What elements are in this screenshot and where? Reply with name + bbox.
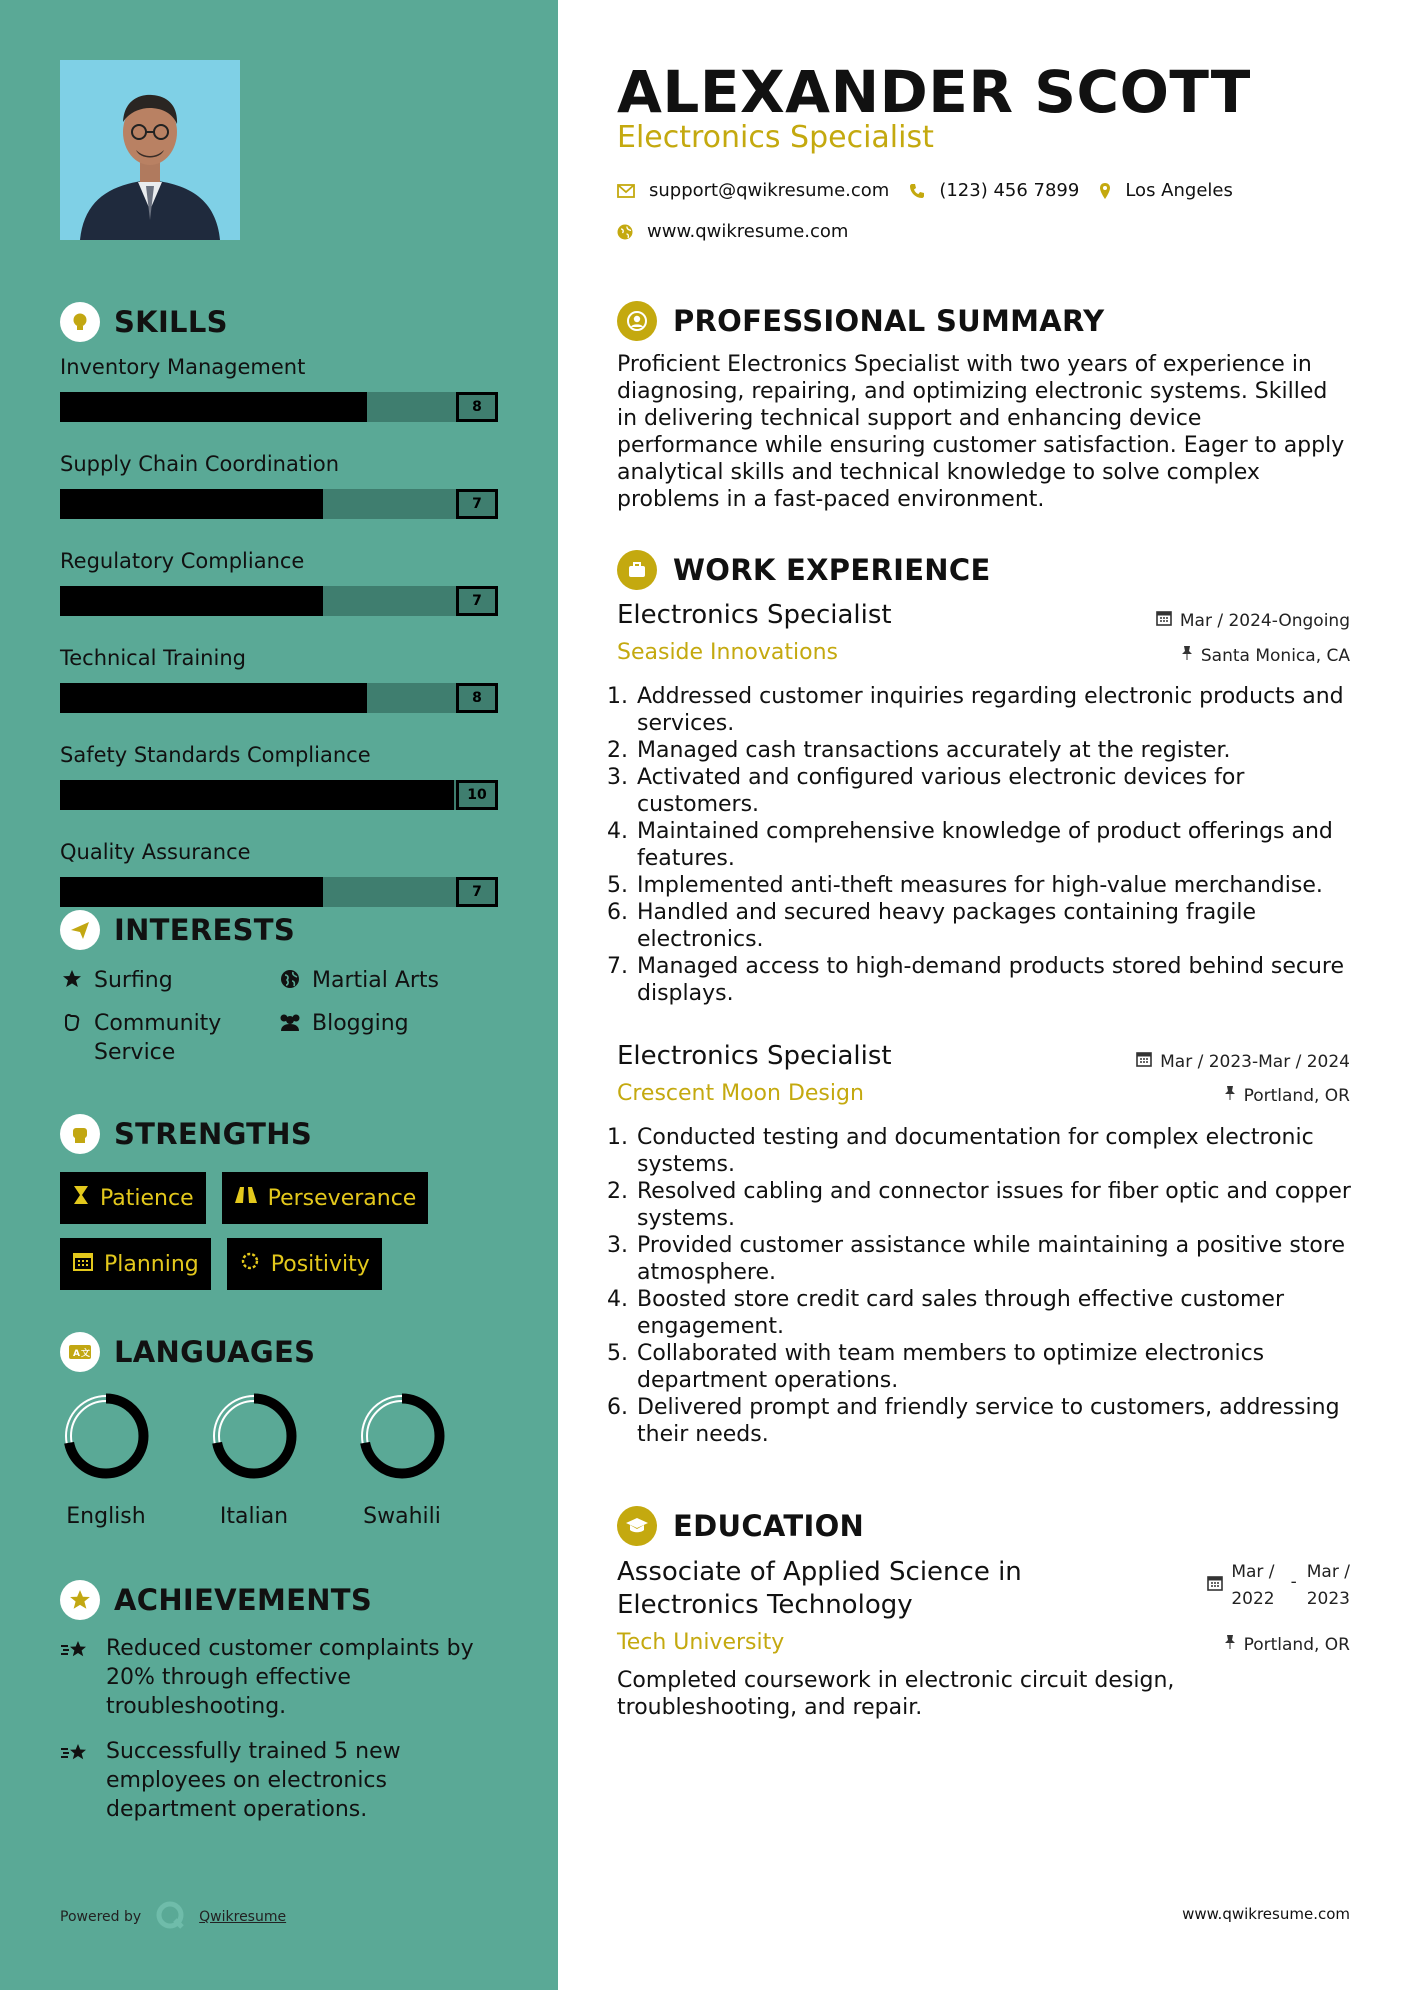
language-name: English bbox=[66, 1504, 146, 1529]
skill-name: Safety Standards Compliance bbox=[60, 743, 371, 767]
strength-label: Patience bbox=[100, 1185, 194, 1211]
phone-icon bbox=[909, 183, 925, 199]
degree-line: Electronics Technology bbox=[617, 1590, 913, 1620]
strength-tag bbox=[222, 1172, 429, 1224]
languages-heading bbox=[60, 1332, 500, 1372]
sidebar bbox=[0, 0, 558, 1990]
briefcase-icon bbox=[617, 550, 657, 590]
duty-item: 6. Handled and secured heavy packages containing fragile electronics. bbox=[635, 899, 1352, 953]
strength-label: Positivity bbox=[270, 1251, 370, 1277]
achievement-item bbox=[60, 1634, 500, 1721]
contact-email[interactable]: support@qwikresume.com bbox=[649, 180, 890, 201]
job-location bbox=[1181, 645, 1350, 666]
interest-item bbox=[278, 966, 496, 995]
strengths-heading bbox=[60, 1114, 500, 1154]
achievement-text: Successfully trained 5 new employees on electronics department operations. bbox=[106, 1739, 401, 1822]
education-start bbox=[1231, 1559, 1274, 1613]
job-location-text: Santa Monica, CA bbox=[1200, 645, 1350, 666]
skill-item bbox=[60, 740, 500, 827]
job-duties bbox=[617, 1124, 1352, 1448]
skill-level: 7 bbox=[456, 877, 498, 907]
languages-list bbox=[60, 1390, 500, 1529]
duty-item: 6. Delivered prompt and friendly service to customers, addressing their needs. bbox=[635, 1394, 1352, 1448]
strengths-list bbox=[60, 1172, 480, 1290]
shooting-star-icon bbox=[60, 1737, 94, 1824]
language-name: Italian bbox=[219, 1504, 289, 1529]
skill-bar-fill bbox=[60, 586, 323, 616]
footer-url[interactable]: www.qwikresume.com bbox=[1182, 1905, 1350, 1923]
lightbulb-icon bbox=[60, 302, 100, 342]
skill-bar bbox=[60, 489, 498, 519]
qwikresume-logo-icon bbox=[155, 1900, 185, 1934]
strength-tag bbox=[227, 1238, 382, 1290]
job-location bbox=[1224, 1085, 1350, 1106]
interest-label: Blogging bbox=[312, 1011, 409, 1036]
calendar-icon bbox=[1156, 610, 1172, 631]
star-badge-icon bbox=[60, 1580, 100, 1620]
education-heading bbox=[617, 1506, 864, 1546]
strengths-section bbox=[60, 1114, 500, 1290]
duty-item: 7. Managed access to high-demand products stored behind secure displays. bbox=[635, 953, 1352, 1007]
job-title: Electronics Specialist bbox=[617, 600, 892, 630]
translate-icon bbox=[60, 1332, 100, 1372]
language-item bbox=[60, 1390, 152, 1529]
education-end bbox=[1307, 1559, 1350, 1613]
skill-bar-fill bbox=[60, 780, 454, 810]
education-end-month: Mar / bbox=[1306, 1562, 1350, 1582]
degree-title bbox=[617, 1556, 1022, 1622]
education-location-text: Portland, OR bbox=[1243, 1634, 1350, 1655]
map-pin-icon bbox=[1099, 182, 1111, 200]
globe-icon bbox=[278, 966, 302, 989]
job-company: Seaside Innovations bbox=[617, 640, 838, 665]
strengths-title: STRENGTHS bbox=[114, 1117, 313, 1151]
skills-title: SKILLS bbox=[114, 305, 228, 339]
skill-bar bbox=[60, 877, 498, 907]
skill-level: 8 bbox=[456, 683, 498, 713]
languages-title: LANGUAGES bbox=[114, 1335, 316, 1369]
svg-text:文: 文 bbox=[81, 1349, 91, 1359]
candidate-name: ALEXANDER SCOTT bbox=[617, 58, 1251, 126]
fist-icon bbox=[60, 1114, 100, 1154]
skill-name: Technical Training bbox=[60, 646, 246, 670]
education-dates: Mar / 2022 - Mar / 2023 bbox=[1207, 1559, 1350, 1613]
duty-item: 4. Boosted store credit card sales through effective customer engagement. bbox=[635, 1286, 1352, 1340]
job-title: Electronics Specialist bbox=[617, 1041, 892, 1071]
duty-item: 5. Implemented anti-theft measures for high-value merchandise. bbox=[635, 872, 1352, 899]
job-dates-text: Mar / 2024-Ongoing bbox=[1179, 610, 1350, 631]
language-ring bbox=[356, 1390, 448, 1482]
skill-name: Inventory Management bbox=[60, 355, 306, 379]
svg-text:A: A bbox=[73, 1349, 80, 1359]
skill-bar-fill bbox=[60, 392, 367, 422]
duty-item: 2. Managed cash transactions accurately at the register. bbox=[635, 737, 1352, 764]
duty-item: 5. Collaborated with team members to optimize electronics department operations. bbox=[635, 1340, 1352, 1394]
language-name: Swahili bbox=[363, 1504, 441, 1529]
skill-level: 8 bbox=[456, 392, 498, 422]
candidate-role: Electronics Specialist bbox=[617, 120, 934, 155]
contact-row bbox=[617, 180, 1233, 201]
duty-item: 4. Maintained comprehensive knowledge of product offerings and features. bbox=[635, 818, 1352, 872]
pin-icon bbox=[1181, 645, 1193, 666]
skill-level: 10 bbox=[456, 780, 498, 810]
interest-item bbox=[60, 1009, 278, 1067]
duty-item: 3. Activated and configured various electronic devices for customers. bbox=[635, 764, 1352, 818]
sun-icon bbox=[239, 1250, 261, 1278]
graduation-cap-icon bbox=[617, 1506, 657, 1546]
skill-bar-fill bbox=[60, 489, 323, 519]
school-name: Tech University bbox=[617, 1630, 785, 1655]
education-location bbox=[1224, 1634, 1350, 1655]
duty-item: 3. Provided customer assistance while maintaining a positive store atmosphere. bbox=[635, 1232, 1352, 1286]
contact-website[interactable]: www.qwikresume.com bbox=[647, 221, 849, 242]
interest-item bbox=[60, 966, 278, 995]
education-start-year: 2022 bbox=[1231, 1589, 1275, 1609]
skills-list bbox=[60, 352, 500, 924]
language-item bbox=[356, 1390, 448, 1529]
job-duties bbox=[617, 683, 1352, 1007]
language-ring bbox=[60, 1390, 152, 1482]
skill-item bbox=[60, 546, 500, 633]
skill-item bbox=[60, 352, 500, 439]
language-ring-fill bbox=[365, 1399, 440, 1474]
skill-bar bbox=[60, 586, 498, 616]
duty-item: 1. Conducted testing and documentation for complex electronic systems. bbox=[635, 1124, 1352, 1178]
education-description: Completed coursework in electronic circuit design, troubleshooting, and repair. bbox=[617, 1668, 1175, 1720]
user-icon bbox=[617, 301, 657, 341]
powered-by-brand-link[interactable]: Qwikresume bbox=[199, 1909, 287, 1925]
degree-line: Associate of Applied Science in bbox=[617, 1557, 1022, 1587]
strength-tag bbox=[60, 1172, 206, 1224]
skill-name: Regulatory Compliance bbox=[60, 549, 305, 573]
job-dates bbox=[1156, 610, 1350, 631]
experience-title: WORK EXPERIENCE bbox=[673, 553, 991, 587]
skill-bar bbox=[60, 392, 498, 422]
languages-section bbox=[60, 1332, 500, 1529]
skill-name: Quality Assurance bbox=[60, 840, 251, 864]
job-location-text: Portland, OR bbox=[1243, 1085, 1350, 1106]
achievements-title: ACHIEVEMENTS bbox=[114, 1583, 373, 1617]
pin-icon bbox=[1224, 1085, 1236, 1106]
job-company: Crescent Moon Design bbox=[617, 1081, 864, 1106]
shooting-star-icon bbox=[60, 1634, 94, 1721]
language-ring-fill bbox=[69, 1399, 144, 1474]
skill-bar bbox=[60, 780, 498, 810]
calendar-icon bbox=[1136, 1051, 1152, 1072]
achievements-section bbox=[60, 1580, 500, 1824]
road-icon bbox=[234, 1185, 258, 1211]
calendar-icon bbox=[1207, 1559, 1223, 1600]
powered-by bbox=[60, 1900, 286, 1934]
language-ring-fill bbox=[217, 1399, 292, 1474]
interest-label: Community Service bbox=[94, 1011, 222, 1065]
star-icon bbox=[60, 966, 84, 989]
skill-name: Supply Chain Coordination bbox=[60, 452, 340, 476]
interest-label: Martial Arts bbox=[312, 968, 440, 993]
globe-icon bbox=[617, 224, 633, 240]
powered-by-label: Powered by bbox=[60, 1909, 142, 1925]
profile-photo bbox=[60, 60, 240, 240]
contact-location: Los Angeles bbox=[1125, 180, 1233, 201]
skill-item bbox=[60, 449, 500, 536]
hand-icon bbox=[60, 1009, 84, 1032]
interest-label: Surfing bbox=[94, 968, 173, 993]
website-row bbox=[617, 221, 848, 242]
hourglass-icon bbox=[72, 1184, 90, 1212]
education-end-year: 2023 bbox=[1306, 1589, 1350, 1609]
envelope-icon bbox=[617, 184, 635, 198]
interests-title: INTERESTS bbox=[114, 913, 296, 947]
education-title: EDUCATION bbox=[673, 1509, 865, 1543]
calendar-icon bbox=[72, 1250, 94, 1278]
job-dates-text: Mar / 2023-Mar / 2024 bbox=[1160, 1051, 1350, 1072]
duty-item: 1. Addressed customer inquiries regarding electronic products and services. bbox=[635, 683, 1352, 737]
language-ring bbox=[208, 1390, 300, 1482]
duty-item: 2. Resolved cabling and connector issues for fiber optic and copper systems. bbox=[635, 1178, 1352, 1232]
skill-item bbox=[60, 643, 500, 730]
job-dates bbox=[1136, 1051, 1350, 1072]
experience-heading bbox=[617, 550, 991, 590]
language-item bbox=[208, 1390, 300, 1529]
pin-icon bbox=[1224, 1634, 1236, 1655]
skill-bar-fill bbox=[60, 877, 323, 907]
interests-list bbox=[60, 966, 500, 1067]
skill-bar bbox=[60, 683, 498, 713]
skill-level: 7 bbox=[456, 489, 498, 519]
interest-item bbox=[278, 1009, 496, 1067]
interests-section bbox=[60, 910, 500, 1067]
skill-level: 7 bbox=[456, 586, 498, 616]
summary-heading bbox=[617, 301, 1104, 341]
achievements-heading bbox=[60, 1580, 500, 1620]
achievement-text: Reduced customer complaints by 20% through effective troubleshooting. bbox=[106, 1636, 474, 1719]
summary-title: PROFESSIONAL SUMMARY bbox=[673, 304, 1105, 338]
strength-tag bbox=[60, 1238, 211, 1290]
users-icon bbox=[278, 1009, 302, 1032]
contact-phone: (123) 456 7899 bbox=[939, 180, 1080, 201]
skill-bar-fill bbox=[60, 683, 367, 713]
summary-text: Proficient Electronics Specialist with two years of experience in diagnosing, repairing, and optimizing electronic systems. Skilled in delivering technical support and enhancing device performance while ensuring customer satisfaction. Eager to apply analytical skills and technical knowledge to solve complex problems in a fast-paced environment. bbox=[617, 352, 1345, 512]
skills-heading bbox=[60, 302, 500, 342]
education-start-month: Mar / bbox=[1231, 1562, 1275, 1582]
strength-label: Perseverance bbox=[267, 1185, 417, 1211]
skills-section bbox=[60, 302, 500, 924]
achievement-item bbox=[60, 1737, 500, 1824]
interests-heading bbox=[60, 910, 500, 950]
achievements-list bbox=[60, 1634, 500, 1824]
paper-plane-icon bbox=[60, 910, 100, 950]
strength-label: Planning bbox=[104, 1251, 199, 1277]
